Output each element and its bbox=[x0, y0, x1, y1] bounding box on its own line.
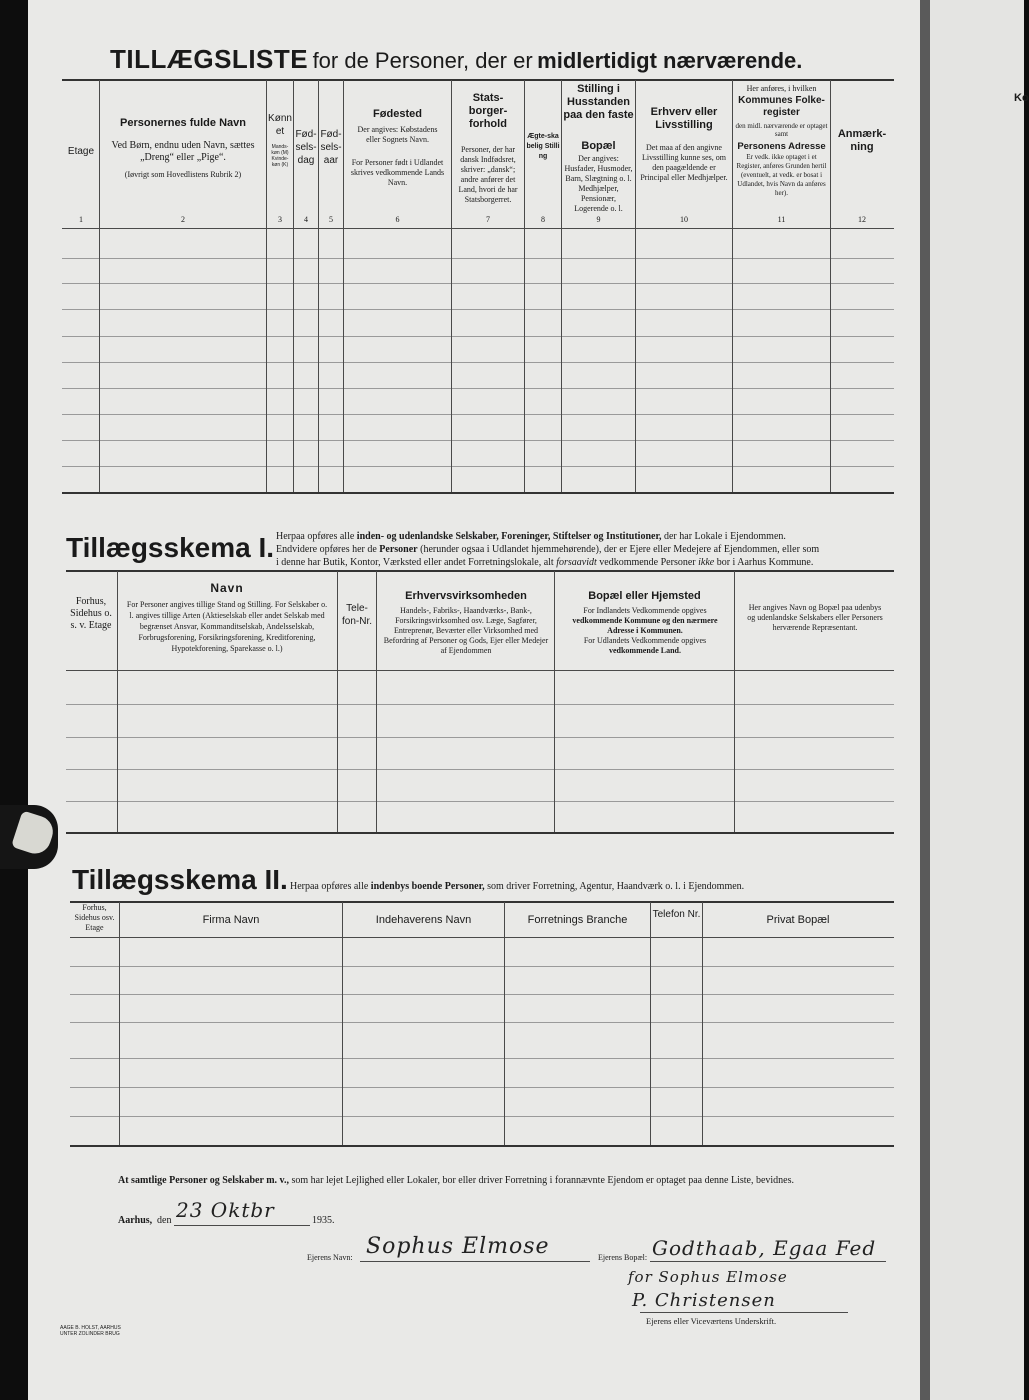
year: 1935. bbox=[312, 1215, 335, 1226]
s1-col-navn: Navn bbox=[210, 581, 244, 595]
on-behalf-handwritten: for Sophus Elmose bbox=[628, 1268, 788, 1286]
col-occupation-header: Erhverv eller Livsstilling bbox=[650, 106, 718, 131]
s2-col-bopael: Privat Bopæl bbox=[766, 914, 830, 926]
col-remarks-header: Anmærk-ning bbox=[837, 128, 887, 153]
owner-address-handwritten: Godthaab, Egaa Fed bbox=[652, 1236, 877, 1260]
col-etage-header: Etage bbox=[67, 146, 95, 157]
city-label: Aarhus, bbox=[118, 1215, 153, 1226]
adjacent-page-text: Ko bbox=[1014, 92, 1029, 104]
skema1-intro: Herpaa opføres alle inden- og udenlandske Selskaber, Foreninger, Stiftelser og Institutioner, der har Lokale i Ejendommen. Endvidere opføres her de Personer (herunder ogsaa i Udlandet hjemmehørende), der er Ejere eller Medejere af Ejendommen, eller som i denne har Butik, Kontor, Værksted eller andet Forretningslokale, alt forsaavidt vedkommende Personer ikke bor i Aarhus Kommune. bbox=[276, 531, 820, 568]
signature-label: Ejerens eller Viceværtens Underskrift. bbox=[646, 1316, 777, 1326]
owner-name-handwritten: Sophus Elmose bbox=[366, 1234, 550, 1259]
s1-col-telefon: Tele-fon-Nr. bbox=[341, 603, 372, 627]
s2-col-branche: Forretnings Branche bbox=[527, 914, 628, 926]
binder-clip bbox=[0, 805, 58, 869]
skema2-intro: Herpaa opføres alle indenbys boende Personer, som driver Forretning, Agentur, Haandværk o. l. i Ejendommen. bbox=[290, 881, 745, 892]
form-sheet bbox=[28, 0, 920, 1400]
col-birthday-header: Fød-sels-dag bbox=[295, 129, 317, 166]
col-birthplace-header: Fødested bbox=[373, 108, 422, 120]
page-gutter bbox=[920, 0, 930, 1400]
page-title: TILLÆGSLISTE for de Personer, der er midlertidigt nærværende. bbox=[110, 44, 803, 74]
owner-name-label: Ejerens Navn: bbox=[307, 1253, 353, 1262]
col-citizenship-header: Stats-borger-forhold bbox=[468, 92, 508, 130]
printer-imprint: AAGE B. HOLST, AARHUS UNTER ZOLINDER BRUG bbox=[60, 1325, 121, 1337]
signature-handwritten: P. Christensen bbox=[632, 1290, 776, 1311]
adjacent-page bbox=[930, 0, 1029, 1400]
skema2-title: Tillægsskema II. bbox=[72, 864, 288, 895]
s1-col-erhverv: Erhvervsvirksomheden bbox=[405, 590, 527, 602]
owner-address-label: Ejerens Bopæl: bbox=[598, 1253, 648, 1262]
skema1-title: Tillægsskema I. bbox=[66, 532, 275, 563]
col-household-header: Stilling i Husstanden paa den faste bbox=[563, 83, 634, 121]
col-marital-header: Ægte-skabelig Stilling bbox=[526, 133, 560, 160]
col-sex-header: Kønnet bbox=[268, 113, 292, 137]
date-handwritten: 23 Oktbr bbox=[176, 1198, 275, 1222]
s1-col-etage: Forhus, Sidehus o. s. v. Etage bbox=[70, 596, 112, 631]
col-register-header: Kommunes Folke-register bbox=[738, 95, 825, 118]
den-label: den bbox=[157, 1215, 172, 1226]
s1-col-representative: Her angives Navn og Bopæl paa udenbys og udenlandske Selskabers eller Personers herværende Repræsentant. bbox=[747, 603, 883, 632]
s2-col-telefon: Telefon Nr. bbox=[652, 909, 701, 920]
col-birthyear-header: Fød-sels-aar bbox=[320, 129, 342, 166]
s2-col-firma: Firma Navn bbox=[202, 914, 260, 926]
s1-col-bopael: Bopæl eller Hjemsted bbox=[588, 590, 701, 602]
attestation-statement: At samtlige Personer og Selskaber m. v., som har lejet Lejlighed eller Lokaler, bor eller driver Forretning i forannævnte Ejendom er optaget paa denne Liste, bevidnes. bbox=[118, 1175, 794, 1186]
col-name-header: Personernes fulde Navn bbox=[120, 117, 246, 129]
s2-col-indehaver: Indehaverens Navn bbox=[375, 914, 472, 926]
s2-col-etage: Forhus, Sidehus osv. Etage bbox=[74, 903, 115, 932]
